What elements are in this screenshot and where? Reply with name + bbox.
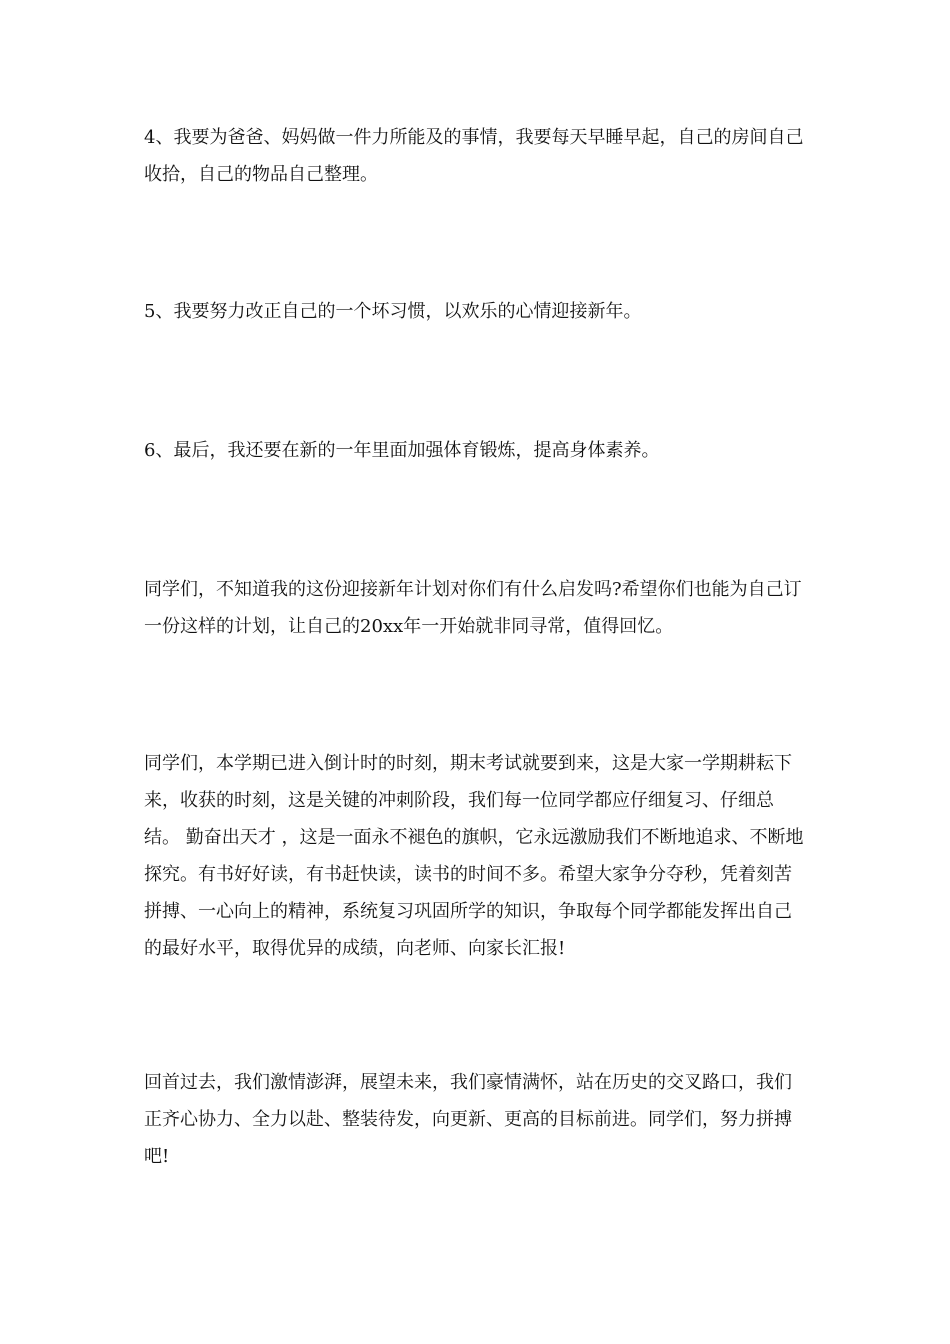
paragraph-exam-review: 同学们，本学期已进入倒计时的时刻，期末考试就要到来，这是大家一学期耕耘下来，收获的时刻，这是关键的冲刺阶段，我们每一位同学都应仔细复习、仔细总结。 勤奋出天才 ，这是一面永不褪色的旗帜，它永远激励我们不断地追求、不断地探究。有书好好读，有书赶快读，读书的时间不多。希望大家争分夺秒，凭着刻苦拼搏、一心向上的精神，系统复习巩固所学的知识，争取每个同学都能发挥出自己的最好水平，取得优异的成绩，向老师、向家长汇报!	[144, 753, 804, 959]
paragraph-new-year-plan-closing: 同学们，不知道我的这份迎接新年计划对你们有什么启发吗?希望你们也能为自己订一份这样的计划，让自己的20xx年一开始就非同寻常，值得回忆。	[144, 579, 802, 637]
paragraph-4-plan: 4、我要为爸爸、妈妈做一件力所能及的事情，我要每天早睡早起，自己的房间自己收拾，自己的物品自己整理。	[144, 127, 804, 185]
paragraph-5-plan: 5、我要努力改正自己的一个坏习惯，以欢乐的心情迎接新年。	[144, 301, 642, 322]
paragraph-6-plan: 6、最后，我还要在新的一年里面加强体育锻炼，提高身体素养。	[144, 440, 660, 461]
paragraph-conclusion: 回首过去，我们激情澎湃，展望未来，我们豪情满怀，站在历史的交叉路口，我们正齐心协力、全力以赴、整装待发，向更新、更高的目标前进。同学们，努力拼搏吧!	[144, 1072, 792, 1167]
